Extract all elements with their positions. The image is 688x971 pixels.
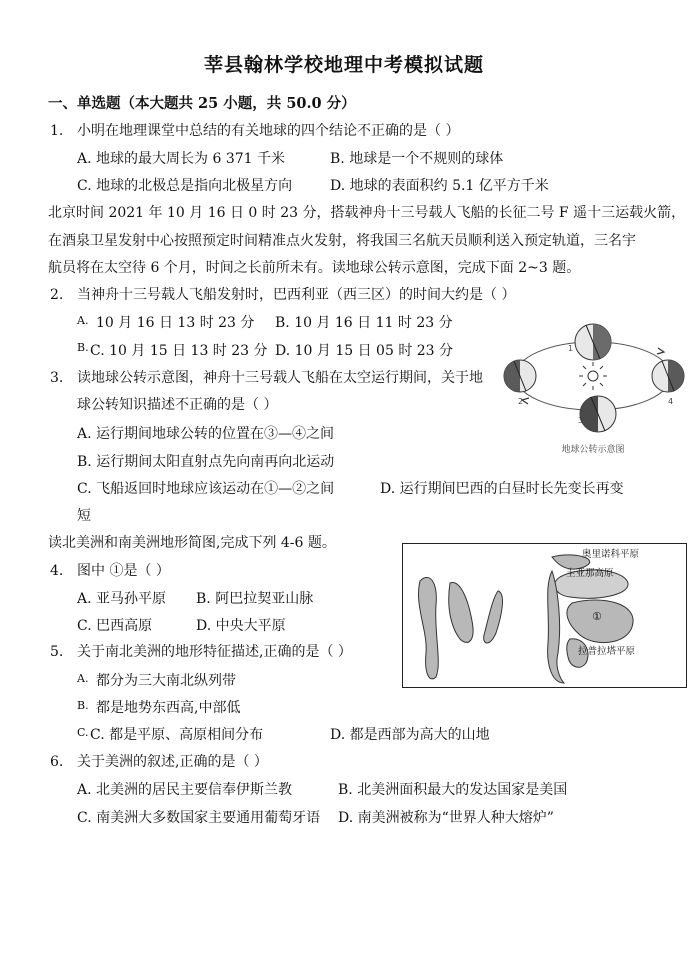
q5-number: 5. bbox=[50, 644, 64, 660]
q5-stem: 关于南北美洲的地形特征描述,正确的是（ ） bbox=[77, 644, 352, 660]
q1-option-d: D. 地球的表面积约 5.1 亿平方千米 bbox=[330, 178, 549, 194]
sun-icon bbox=[579, 362, 607, 390]
q2-option-a: 10 月 16 日 13 时 23 分 bbox=[96, 315, 255, 331]
map-label-la-plata: 拉普拉塔平原 bbox=[578, 646, 636, 657]
q3-number: 3. bbox=[50, 370, 64, 386]
q2-option-a-prefix: A. bbox=[77, 314, 89, 327]
q6-number: 6. bbox=[50, 754, 64, 770]
q3-option-d-continued: 短 bbox=[77, 508, 91, 524]
q5-option-c: C. 都是平原、高原相间分布 bbox=[90, 727, 264, 743]
q2-number: 2. bbox=[50, 287, 64, 303]
orbit-caption: 地球公转示意图 bbox=[561, 445, 625, 455]
intro-2: 读北美洲和南美洲地形简图,完成下列 4-6 题。 bbox=[48, 535, 336, 551]
q4-option-b: B. 阿巴拉契亚山脉 bbox=[196, 591, 314, 607]
q3-stem-line-1: 读地球公转示意图，神舟十三号载人飞船在太空运行期间，关于地 bbox=[77, 370, 483, 386]
earth-position-left-icon bbox=[504, 360, 536, 392]
orbit-label-4: 4 bbox=[668, 397, 674, 406]
q5-option-b-prefix: B. bbox=[77, 699, 89, 712]
q2-option-c-prefix: B. bbox=[77, 341, 89, 354]
q1-stem: 小明在地理课堂中总结的有关地球的四个结论不正确的是（ ） bbox=[77, 123, 460, 139]
q2-option-d: D. 10 月 15 日 05 时 23 分 bbox=[275, 343, 454, 359]
orbit-label-1: 1 bbox=[568, 344, 574, 353]
q5-option-d: D. 都是西部为高大的山地 bbox=[330, 727, 490, 743]
intro-line-3: 航员将在太空待 6 个月，时间之长前所未有。读地球公转示意图，完成下面 2~3 题。 bbox=[48, 260, 581, 276]
page-title: 莘县翰林学校地理中考模拟试题 bbox=[203, 54, 484, 76]
q6-option-b: B. 北美洲面积最大的发达国家是美国 bbox=[338, 782, 568, 798]
map-label-marker-1: ① bbox=[592, 610, 602, 623]
map-label-orinoco: 奥里诺科平原 bbox=[582, 549, 640, 560]
orbit-label-2: 2 bbox=[518, 397, 524, 406]
q1-option-c: C. 地球的北极总是指向北极星方向 bbox=[77, 178, 293, 194]
q2-stem: 当神舟十三号载人飞船发射时，巴西利亚（西三区）的时间大约是（ ） bbox=[77, 287, 516, 303]
q5-option-a: 都分为三大南北纵列带 bbox=[96, 673, 236, 689]
intro-line-2: 在酒泉卫星发射中心按照预定时间精准点火发射，将我国三名航天员顺利送入预定轨道，三名宇 bbox=[48, 233, 636, 249]
q3-option-b: B. 运行期间太阳直射点先向南再向北运动 bbox=[77, 454, 335, 470]
q3-option-a: A. 运行期间地球公转的位置在③—④之间 bbox=[77, 426, 335, 442]
q4-option-c: C. 巴西高原 bbox=[77, 618, 153, 634]
q4-option-d: D. 中央大平原 bbox=[196, 618, 286, 634]
q4-option-a: A. 亚马孙平原 bbox=[77, 591, 167, 607]
q4-stem: 图中 ①是（ ） bbox=[77, 563, 170, 579]
section-heading: 一、单选题（本大题共 25 小题，共 50.0 分） bbox=[48, 95, 356, 112]
q2-option-b: B. 10 月 16 日 11 时 23 分 bbox=[275, 315, 453, 331]
map-label-guiana: 圭亚那高原 bbox=[566, 568, 614, 579]
q1-option-b: B. 地球是一个不规则的球体 bbox=[330, 151, 504, 167]
earth-position-top-icon bbox=[575, 324, 611, 360]
earth-position-bottom-icon bbox=[580, 396, 616, 432]
q3-option-c: C. 飞船返回时地球应该运动在①—②之间 bbox=[77, 481, 335, 497]
q6-option-c: C. 南美洲大多数国家主要通用葡萄牙语 bbox=[77, 810, 321, 826]
q5-option-c-prefix: C. bbox=[77, 726, 89, 739]
q3-option-d: D. 运行期间巴西的白昼时长先变长再变 bbox=[380, 481, 624, 497]
q3-stem-line-2: 球公转知识描述不正确的是（ ） bbox=[77, 397, 278, 413]
q6-option-a: A. 北美洲的居民主要信奉伊斯兰教 bbox=[77, 782, 293, 798]
intro-line-1: 北京时间 2021 年 10 月 16 日 0 时 23 分，搭载神舟十三号载人飞船的长征二号 F 遥十三运载火箭， bbox=[48, 205, 686, 221]
q1-option-a: A. 地球的最大周长为 6 371 千米 bbox=[77, 151, 285, 167]
americas-terrain-map bbox=[402, 543, 688, 689]
earth-position-right-icon bbox=[652, 360, 684, 392]
earth-orbit-diagram bbox=[498, 318, 688, 460]
q6-option-d: D. 南美洲被称为“世界人种大熔炉” bbox=[338, 810, 554, 826]
q1-number: 1. bbox=[50, 123, 64, 139]
q4-number: 4. bbox=[50, 563, 64, 579]
map-frame bbox=[403, 544, 687, 688]
q5-option-b: 都是地势东西高,中部低 bbox=[96, 700, 241, 716]
orbit-arrow-icon bbox=[657, 348, 664, 354]
q5-option-a-prefix: A. bbox=[77, 672, 89, 685]
orbit-label-3: 3 bbox=[578, 416, 584, 425]
q2-option-c: C. 10 月 15 日 13 时 23 分 bbox=[90, 343, 268, 359]
q6-stem: 关于美洲的叙述,正确的是（ ） bbox=[77, 754, 268, 770]
